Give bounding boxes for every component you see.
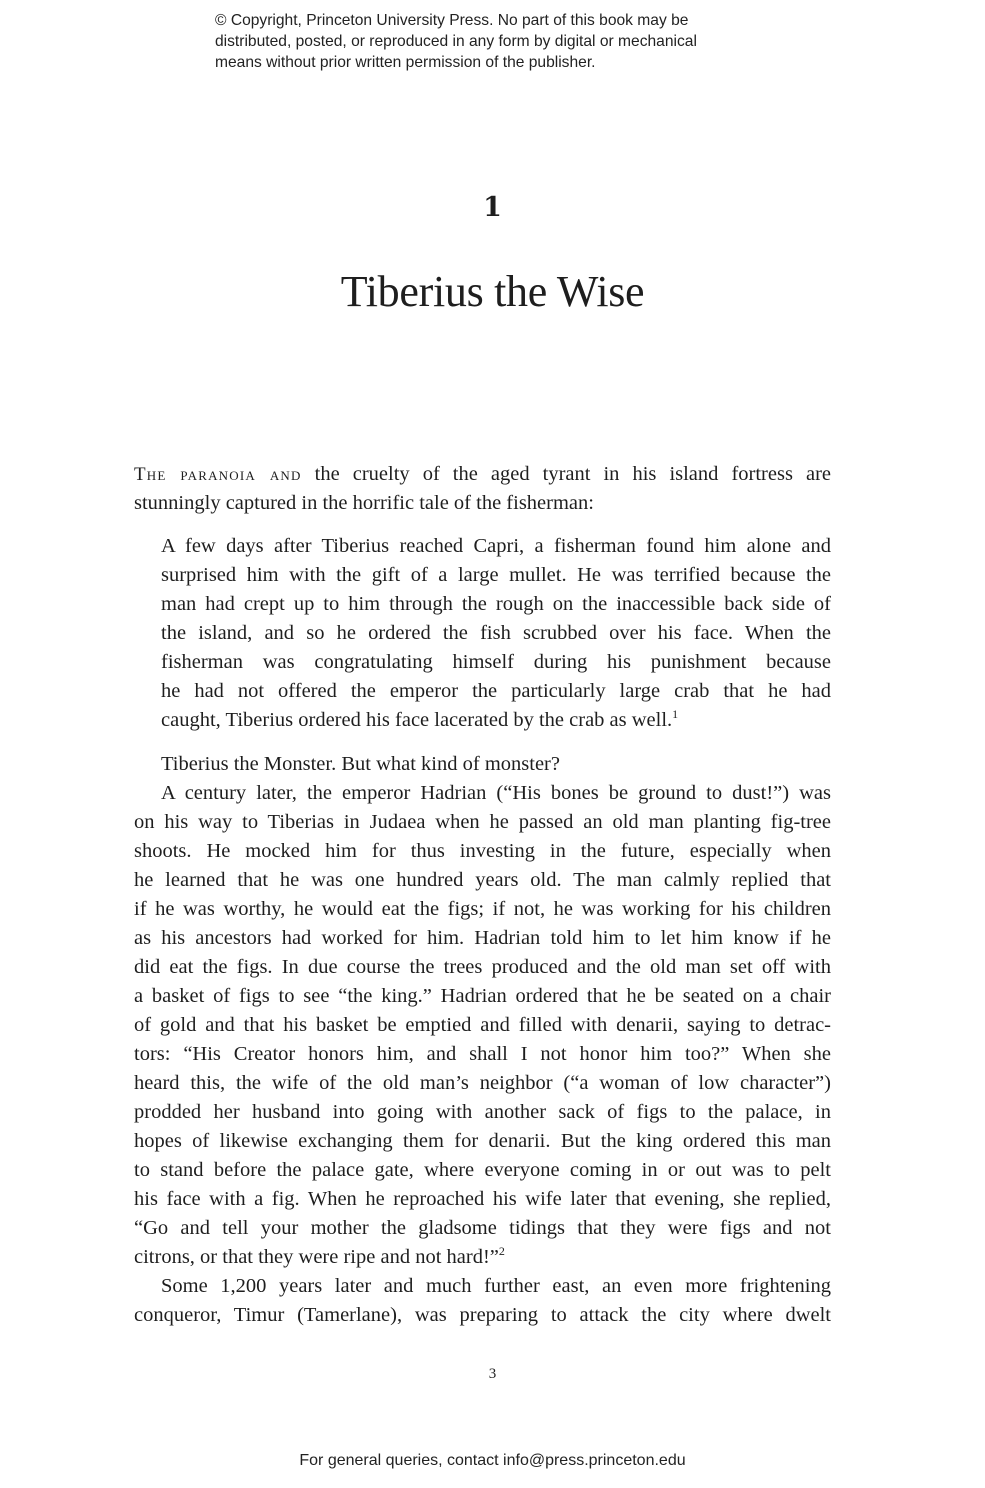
text-line: tors: “His Creator honors him, and shall I not honor him too?” When she xyxy=(134,1043,831,1065)
text-line xyxy=(161,706,831,735)
footnote-marker: 2 xyxy=(498,1244,505,1259)
text-line: man had crept up to him through the rough on the inaccessible back side of xyxy=(161,593,831,615)
copyright-notice xyxy=(215,10,835,73)
text-line xyxy=(134,1243,831,1272)
copyright-line: means without prior written permission of the publisher. xyxy=(215,54,596,71)
text-line: A century later, the emperor Hadrian (“His bones be ground to dust!”) was xyxy=(161,782,831,804)
text-line: surprised him with the gift of a large mullet. He was terrified because the xyxy=(161,564,831,586)
text-line: hopes of likewise exchanging them for denarii. But the king ordered this man xyxy=(134,1130,831,1152)
intro-paragraph xyxy=(134,460,831,518)
body-text xyxy=(134,750,831,1330)
text-line: as his ancestors had worked for him. Hadrian told him to let him know if he xyxy=(134,927,831,949)
chapter-number: 1 xyxy=(483,192,502,223)
footnote-marker: 1 xyxy=(672,707,679,722)
text-line: shoots. He mocked him for thus investing in the future, especially when xyxy=(134,840,831,862)
text-line: on his way to Tiberias in Judaea when he passed an old man planting fig-tree xyxy=(134,811,831,833)
text-line: did eat the figs. In due course the trees produced and the old man set off with xyxy=(134,956,831,978)
block-quote xyxy=(161,532,831,735)
text-line: “Go and tell your mother the gladsome tidings that they were figs and not xyxy=(134,1217,831,1239)
text-line: of gold and that his basket be emptied and filled with denarii, saying to detrac- xyxy=(134,1014,831,1036)
chapter-title: Tiberius the Wise xyxy=(340,267,645,316)
text-line: if he was worthy, he would eat the figs; if not, he was working for his children xyxy=(134,898,831,920)
text-line: Tiberius the Monster. But what kind of monster? xyxy=(161,753,560,775)
text-span: the cruelty of the aged tyrant in his island fortress are xyxy=(301,463,831,485)
text-line: heard this, the wife of the old man’s neighbor (“a woman of low character”) xyxy=(134,1072,831,1094)
text-line: Some 1,200 years later and much further east, an even more frightening xyxy=(161,1275,831,1297)
text-line xyxy=(134,460,831,489)
text-line: his face with a fig. When he reproached his wife later that evening, she replied, xyxy=(134,1188,831,1210)
text-line: A few days after Tiberius reached Capri, a fisherman found him alone and xyxy=(161,535,831,557)
footer-contact: For general queries, contact info@press.princeton.edu xyxy=(299,1452,686,1469)
text-line: he learned that he was one hundred years old. The man calmly replied that xyxy=(134,869,831,891)
text-line: conqueror, Timur (Tamerlane), was preparing to attack the city where dwelt xyxy=(134,1304,831,1326)
text-line: a basket of figs to see “the king.” Hadrian ordered that he be seated on a chair xyxy=(134,985,831,1007)
text-line: prodded her husband into going with another sack of figs to the palace, in xyxy=(134,1101,831,1123)
text-line: stunningly captured in the horrific tale of the fisherman: xyxy=(134,492,594,514)
text-span: caught, Tiberius ordered his face lacerated by the crab as well. xyxy=(161,709,673,731)
text-line: to stand before the palace gate, where everyone coming in or out was to pelt xyxy=(134,1159,831,1181)
copyright-line: distributed, posted, or reproduced in any form by digital or mechanical xyxy=(215,33,697,50)
small-caps-opening: The paranoia and xyxy=(134,464,302,485)
text-line: the island, and so he ordered the fish scrubbed over his face. When the xyxy=(161,622,831,644)
copyright-line: © Copyright, Princeton University Press. No part of this book may be xyxy=(215,12,689,29)
text-span: citrons, or that they were ripe and not hard!” xyxy=(134,1246,499,1268)
text-line: fisherman was congratulating himself during his punishment because xyxy=(161,651,831,673)
text-line: he had not offered the emperor the particularly large crab that he had xyxy=(161,680,831,702)
page-number: 3 xyxy=(488,1366,497,1382)
